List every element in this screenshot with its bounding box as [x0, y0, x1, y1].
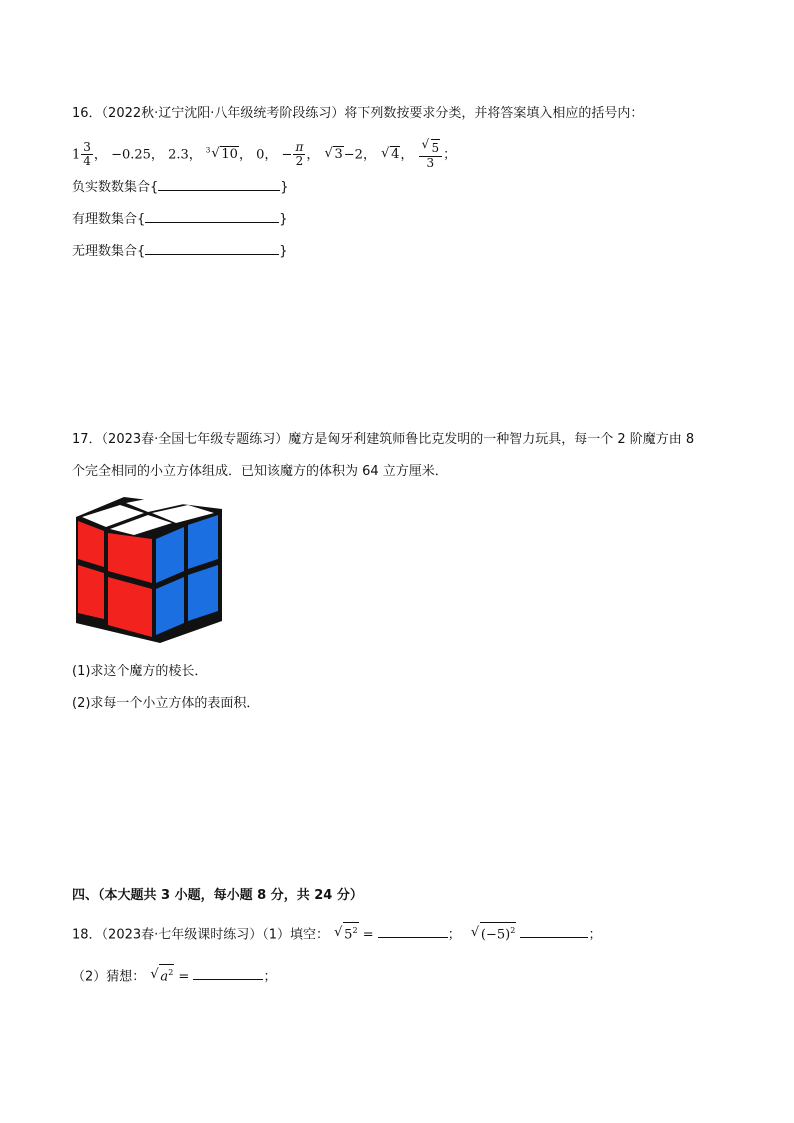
q16-number-list: 1 $\frac{3}{4}$ ， −0.25， 2.3， $^3$√ 10， 0， − $\frac{\pi}{2}$ ， √ 3−2， √ 4， √ $\frac{5}{3}$ ； [72, 136, 456, 170]
section-4-title: 四、（本大题共 3 小题，每小题 8 分，共 24 分） [72, 888, 363, 903]
q16-heading: 16．（2022秋·辽宁沈阳·八年级统考阶段练习）将下列数按要求分类，并将答案填入相应的括号内： [72, 106, 644, 121]
fraction-neg-pi-over-2: $\frac{\pi}{2}$ [295, 140, 304, 169]
number-2-3: 2.3 [168, 147, 189, 163]
answer-blank[interactable] [520, 923, 588, 938]
set-negative-reals: 负实数数集合{ } [72, 176, 289, 198]
answer-blank[interactable] [378, 923, 448, 938]
rubiks-cube-image [72, 495, 224, 645]
fraction-sqrt5-over-3: √ $\frac{5}{3}$ [419, 139, 443, 170]
set-irrationals: 无理数集合{ } [72, 240, 288, 262]
set-rationals: 有理数集合{ } [72, 208, 288, 230]
q17-heading-line2: 个完全相同的小立方体组成．已知该魔方的体积为 64 立方厘米． [72, 464, 448, 479]
answer-blank[interactable] [145, 240, 279, 255]
number-zero: 0 [256, 147, 265, 163]
cube-root-10: $^3$√ 10 [206, 147, 239, 162]
answer-blank[interactable] [193, 965, 263, 980]
q18-part1: 18．（2023春·七年级课时练习）（1）填空： √ $5^2$ = ； √ $(-5)^2$ ； [72, 922, 601, 947]
sqrt-5-squared: √ $5^2$ [334, 922, 358, 947]
answer-blank[interactable] [158, 176, 280, 191]
mixed-number-whole: 1 [72, 147, 81, 163]
sqrt-a-squared: √ $a^2$ [150, 964, 174, 989]
sticker-red [78, 565, 104, 619]
sqrt-4: √ 4 [381, 140, 400, 170]
sqrt-3: √ 3 [324, 140, 343, 170]
answer-blank[interactable] [145, 208, 279, 223]
fraction-three-quarters: $\frac{3}{4}$ [83, 140, 91, 169]
q17-subquestion-1: (1)求这个魔方的棱长． [72, 664, 208, 679]
q17-subquestion-2: (2)求每一个小立方体的表面积． [72, 696, 260, 711]
q18-part2: （2）猜想： √ $a^2$ = ； [72, 964, 276, 989]
number-neg-025: −0.25 [111, 147, 151, 163]
sqrt-neg5-squared: √ $(-5)^2$ [471, 922, 516, 947]
q17-heading-line1: 17．（2023春·全国七年级专题练习）魔方是匈牙利建筑师鲁比克发明的一种智力玩具，每一个 2 阶魔方由 8 [72, 432, 695, 447]
